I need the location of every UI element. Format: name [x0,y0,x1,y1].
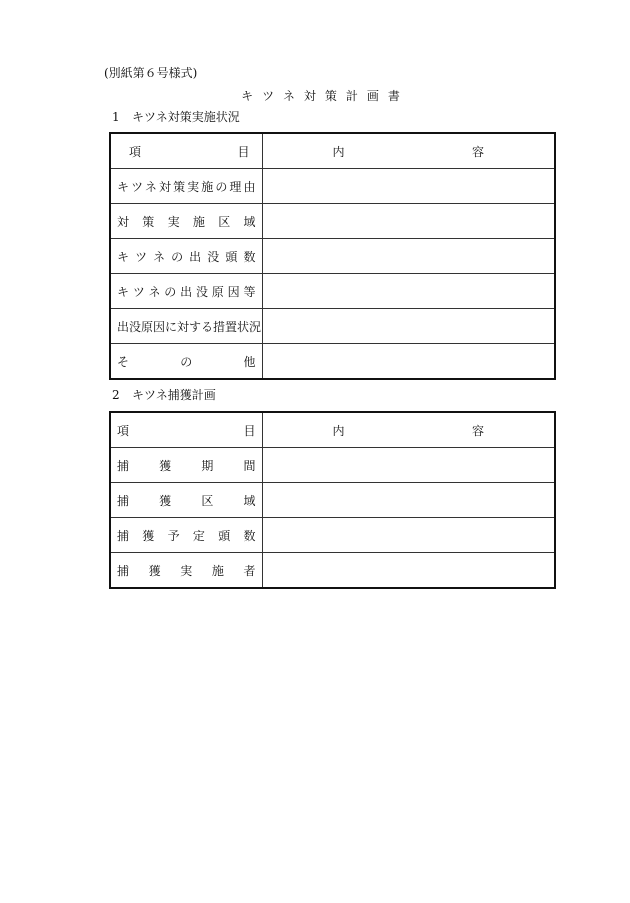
table-row [110,483,555,518]
table-header-row [110,412,555,448]
row-value-reason[interactable] [262,169,555,204]
row-value-sighting-cause[interactable] [262,274,555,309]
table-row [110,274,555,309]
header-content-cell: 内容 [262,412,555,448]
table-row [110,239,555,274]
table-row [110,169,555,204]
row-label-measures: 出没原因に対する措置状況 [110,309,262,344]
countermeasure-status-table [109,132,556,380]
table-row [110,204,555,239]
row-label-planned-count: 捕獲予定頭数 [110,518,262,553]
header-item-cell: 項目 [110,412,262,448]
row-label-capture-period: 捕獲期間 [110,448,262,483]
row-label-other: その他 [110,344,262,380]
section-2-heading [112,388,216,402]
row-value-area[interactable] [262,204,555,239]
row-value-capture-period[interactable] [262,448,555,483]
section-1-title: キツネ対策実施状況 [132,110,240,124]
form-number-label: (別紙第６号様式) [104,66,198,80]
section-1-number: 1 [112,110,120,124]
capture-plan-table [109,411,556,589]
header-item-cell: 項目 [110,133,262,169]
row-value-capture-operator[interactable] [262,553,555,589]
table-row [110,518,555,553]
row-value-planned-count[interactable] [262,518,555,553]
row-value-other[interactable] [262,344,555,380]
section-1-heading [112,110,240,124]
row-label-area: 対策実施区域 [110,204,262,239]
table-row [110,448,555,483]
header-content-cell: 内容 [262,133,555,169]
document-title: キツネ対策計画書 [241,89,409,103]
row-value-sighting-count[interactable] [262,239,555,274]
table-row [110,309,555,344]
section-2-number: 2 [112,388,120,402]
row-label-reason: キツネ対策実施の理由 [110,169,262,204]
row-value-measures[interactable] [262,309,555,344]
row-label-sighting-count: キツネの出没頭数 [110,239,262,274]
table-row [110,344,555,380]
table-row [110,553,555,589]
row-label-capture-area: 捕獲区域 [110,483,262,518]
row-label-sighting-cause: キツネの出没原因等 [110,274,262,309]
row-label-capture-operator: 捕獲実施者 [110,553,262,589]
row-value-capture-area[interactable] [262,483,555,518]
table-header-row [110,133,555,169]
section-2-title: キツネ捕獲計画 [132,388,216,402]
